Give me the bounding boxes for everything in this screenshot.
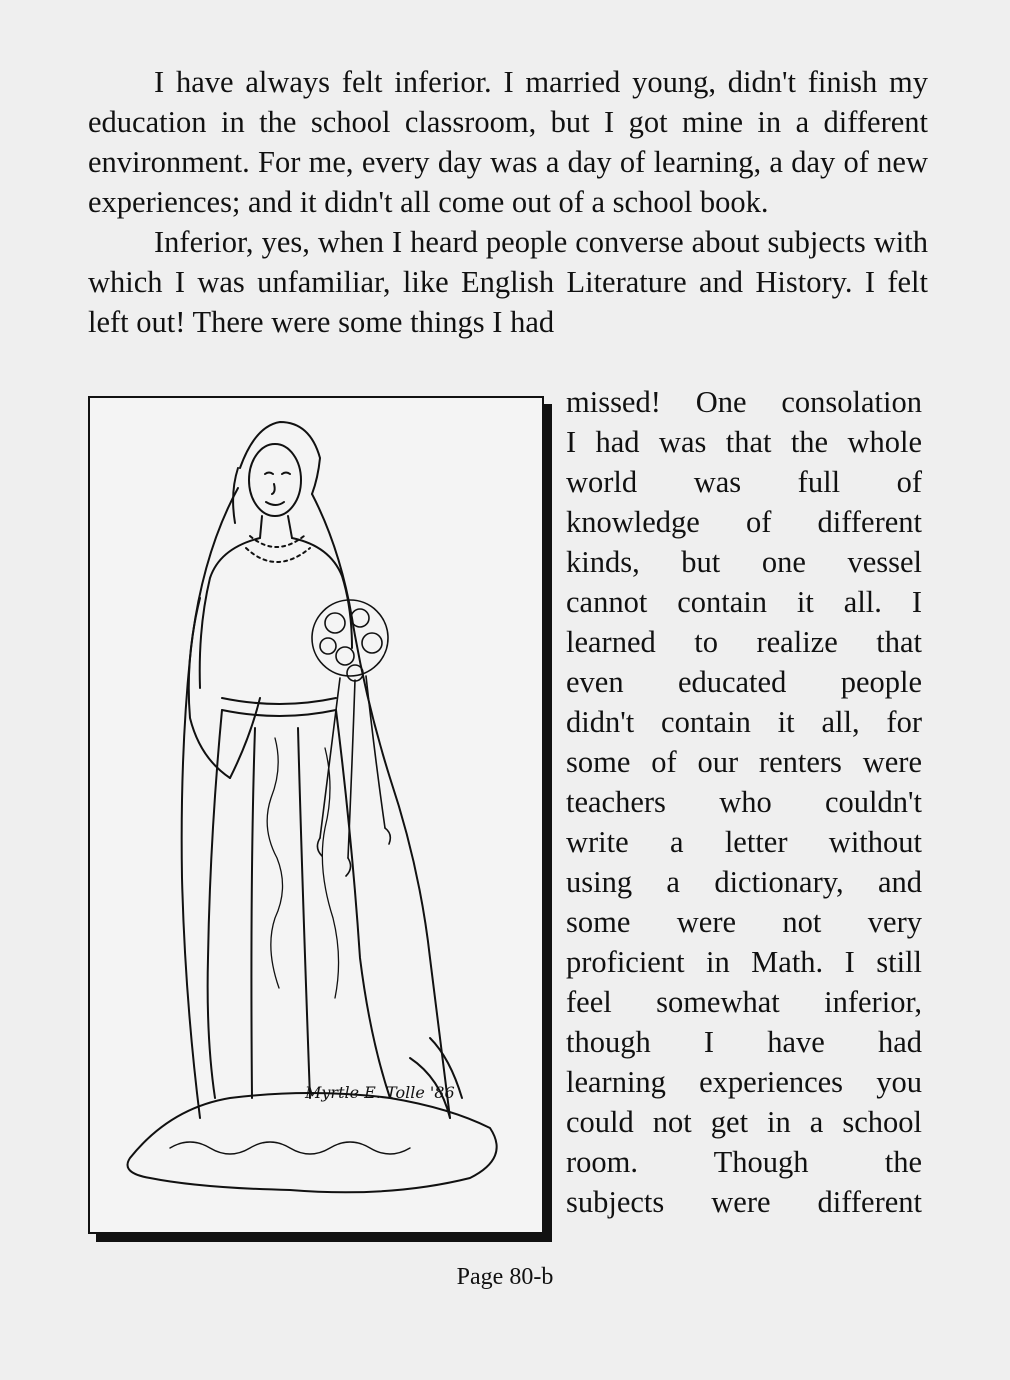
side-line: teachers who couldn't bbox=[566, 785, 922, 819]
side-line: learned to realize that bbox=[566, 625, 922, 659]
side-line: missed! One consolation bbox=[566, 385, 922, 419]
artist-signature: Myrtle E. Tolle '86 bbox=[305, 1083, 455, 1102]
bride-illustration bbox=[90, 398, 542, 1232]
side-line: room. Though the bbox=[566, 1145, 922, 1179]
side-line: could not get in a school bbox=[566, 1105, 922, 1139]
body-text-side-column bbox=[566, 382, 922, 1222]
side-line: write a letter without bbox=[566, 825, 922, 859]
side-line: even educated people bbox=[566, 665, 922, 699]
side-line: learning experiences you bbox=[566, 1065, 922, 1099]
paragraph-1: I have always felt inferior. I married young, didn't finish my education in the school classroom, but I got mine in a different environment. For me, every day was a day of learning, a day of new experiences; and it didn't all come out of a school book. bbox=[88, 65, 928, 219]
side-line: feel somewhat inferior, bbox=[566, 985, 922, 1019]
side-line: proficient in Math. I still bbox=[566, 945, 922, 979]
side-line: kinds, but one vessel bbox=[566, 545, 922, 579]
side-line: cannot contain it all. I bbox=[566, 585, 922, 619]
side-line: subjects were different bbox=[566, 1185, 922, 1219]
side-line: some of our renters were bbox=[566, 745, 922, 779]
side-line: knowledge of different bbox=[566, 505, 922, 539]
side-line: some were not very bbox=[566, 905, 922, 939]
side-line: world was full of bbox=[566, 465, 922, 499]
paragraph-2: Inferior, yes, when I heard people converse about subjects with which I was unfamiliar, like English Literature and History. I felt left out! There were some things I had bbox=[88, 225, 928, 339]
illustration-frame bbox=[88, 396, 544, 1234]
side-line: though I have had bbox=[566, 1025, 922, 1059]
side-line: didn't contain it all, for bbox=[566, 705, 922, 739]
body-text-top bbox=[88, 62, 928, 342]
page-number: Page 80-b bbox=[456, 1264, 554, 1290]
side-line: I had was that the whole bbox=[566, 425, 922, 459]
side-line: using a dictionary, and bbox=[566, 865, 922, 899]
